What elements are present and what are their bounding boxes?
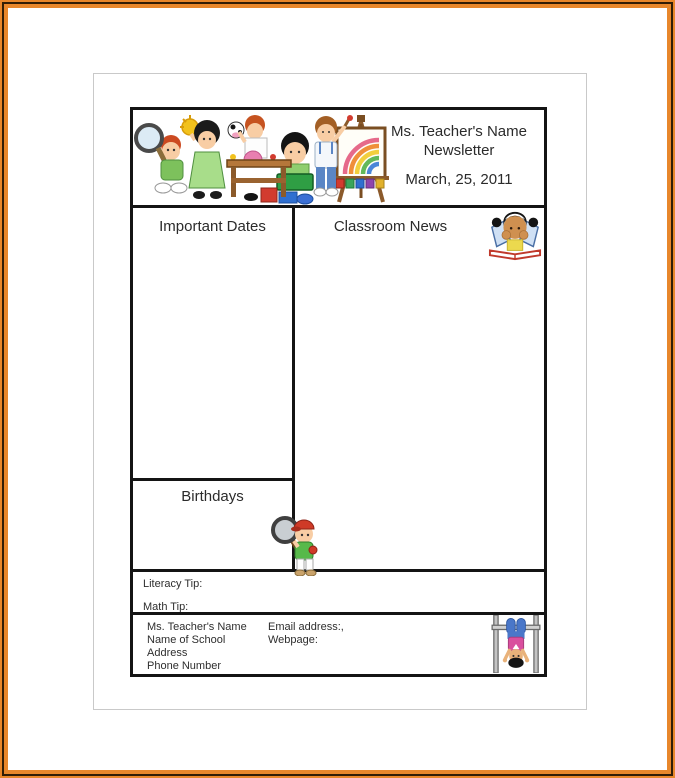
teacher-name-title: Ms. Teacher's Name [391,123,527,140]
classroom-news-title: Classroom News [333,218,448,235]
child-hanging-upside-down-icon [487,615,545,673]
contact-info-block [147,621,247,673]
white-canvas [8,8,667,770]
boy-with-magnifying-glass-icon [271,513,321,576]
birthdays-title: Birthdays [181,488,244,505]
footer-teacher-name: Ms. Teacher's Name [147,621,247,633]
footer-phone: Phone Number [147,660,221,672]
children-playing-clipart-icon [132,112,390,206]
newsletter-page [93,73,587,710]
girl-reading-book-icon [488,207,542,262]
newsletter-date: March, 25, 2011 [405,171,513,188]
newsletter-table [130,107,547,677]
important-dates-title: Important Dates [159,218,266,235]
footer-address: Address [147,647,188,659]
birthdays-section [133,481,292,569]
literacy-tip-label: Literacy Tip: [143,578,203,590]
tips-section [133,569,544,612]
footer-school-name: Name of School [147,634,226,646]
newsletter-title: Newsletter [423,142,495,159]
newsletter-header [133,110,544,208]
footer-webpage-label: Webpage: [268,634,318,646]
online-info-block [268,621,344,647]
header-text-block [378,122,540,189]
classroom-news-section [295,208,544,569]
math-tip-label: Math Tip: [143,601,189,613]
footer-email-label: Email address:, [268,621,344,633]
important-dates-section [133,208,292,481]
footer-section [133,612,544,674]
